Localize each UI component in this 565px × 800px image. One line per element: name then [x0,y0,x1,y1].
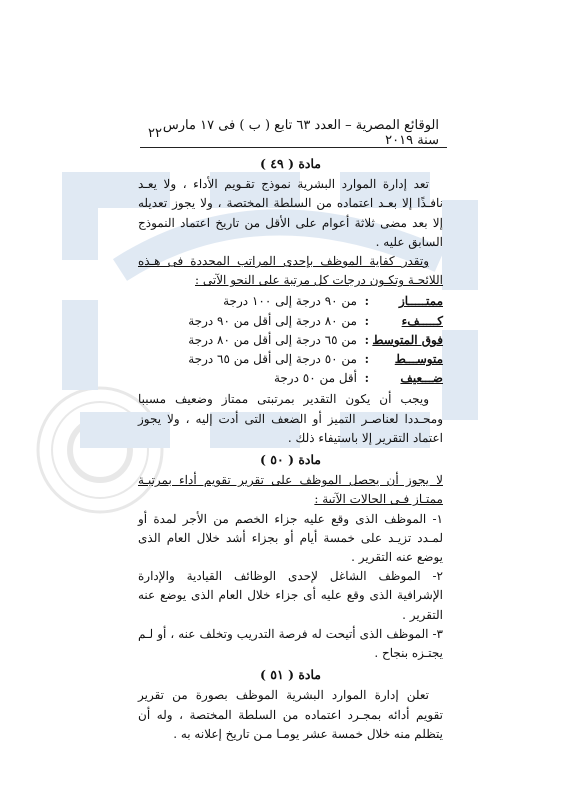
article-50-item-3: ٣- الموظف الذى أتيحت له فرصة التدريب وتخلف عنه ، أو لـم يجتـزه بنجاح . [138,626,443,660]
grade-row: ضـــعيف : أقل من ٥٠ درجة [138,369,443,388]
grade-range: من ٩٠ درجة إلى ١٠٠ درجة [223,294,357,309]
grade-name: متوســـط [394,351,443,366]
grade-name: كـــــفء [401,313,443,328]
article-50-title: مادة ( ٥٠ ) [260,451,321,467]
grade-list [138,292,443,388]
grade-range: من ٨٠ درجة إلى أقل من ٩٠ درجة [188,313,357,328]
grade-name: فوق المتوسط [372,332,443,347]
article-50-item-1: ١- الموظف الذى وقع عليه جزاء الخصم من الأجر لمدة أو لمـدد تزيـد على خمسة أيام أو بجزاء أشد خلال العام الذى يوضع عنه التقرير . [138,511,443,564]
grade-range: من ٦٥ درجة إلى أقل من ٨٠ درجة [188,332,357,347]
grade-range: أقل من ٥٠ درجة [273,371,357,386]
header-publication: الوقائع المصرية – العدد ٦٣ تابع ( ب ) فى ١٧ مارس سنة ٢٠١٩ [162,118,439,148]
article-50-paragraph-1: لا يجوز أن يحصل الموظف على تقرير تقويم أداء بمرتبـة ممتـاز فـى الحالات الآتية : [138,473,443,507]
article-49-paragraph-1: تعد إدارة الموارد البشرية نموذج تقـويم الأداء ، ولا يعـد نافـذًا إلا بعـد اعتماده من السلطة المختصة ، ولا يجوز تعديله إلا بعد مضى ثلاثة أعوام على الأقل من تاريخ اعتماد النموذج السابق عليه . [138,177,443,249]
article-49-paragraph-2: وتقدر كفاية الموظف بإحدى المراتب المحددة فى هـذه اللائحـة وتكـون درجات كل مرتبة على النحو الآتى : [138,254,443,288]
article-49-title: مادة ( ٤٩ ) [260,156,321,171]
page-number: ٢٢ [148,125,162,141]
article-50-item-2: ٢- الموظف الشاغل لإحدى الوظائف القيادية والإدارة الإشرافية الذى وقع عليه أى جزاء خلال العام الذى يوضع عنه التقرير . [138,569,443,622]
grade-range: من ٥٠ درجة إلى أقل من ٦٥ درجة [188,351,357,366]
page-body [138,152,443,744]
grade-row: متوســـط : من ٥٠ درجة إلى أقل من ٦٥ درجة [138,350,443,369]
header-divider [140,147,447,148]
grade-name: ممتـــــاز [398,294,443,309]
grade-row: ممتـــــاز : من ٩٠ درجة إلى ١٠٠ درجة [138,292,443,311]
article-51-title: مادة ( ٥١ ) [260,667,321,683]
page-header [148,118,439,148]
grade-row: كـــــفء : من ٨٠ درجة إلى أقل من ٩٠ درجة [138,312,443,331]
grade-name: ضـــعيف [400,371,443,386]
grade-row: فوق المتوسط : من ٦٥ درجة إلى أقل من ٨٠ درجة [138,331,443,350]
article-51-paragraph-1: تعلن إدارة الموارد البشرية الموظف بصورة من تقرير تقويم أدائه بمجـرد اعتماده من السلطة المختصة ، وله أن يتظلم منه خلال خمسة عشر يومـا مـن تاريخ إعلانه به . [138,688,443,741]
article-49-paragraph-3: ويجب أن يكون التقدير بمرتبتى ممتاز وضعيف مسببا ومحـددا لعناصـر التميز أو الضعف التى أدت إليه ، ولا يجوز اعتماد التقرير إلا باستيفاء ذلك . [138,392,443,445]
